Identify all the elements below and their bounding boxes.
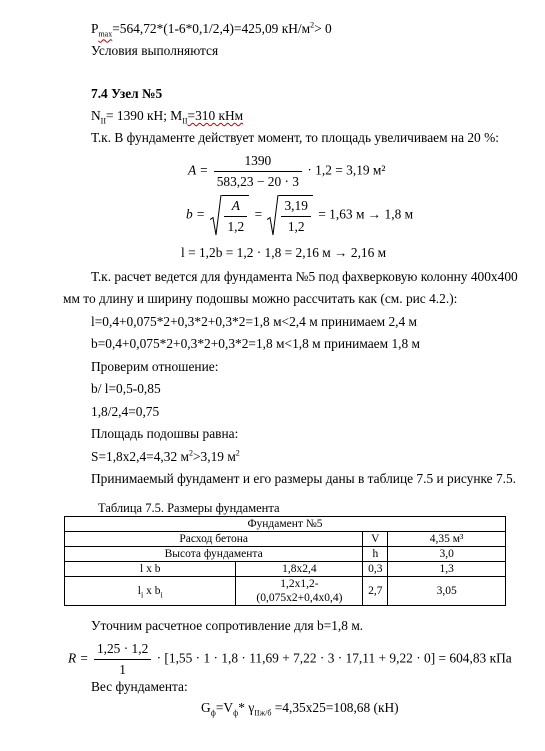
formula-r-rhs: · [1,55 · 1 · 1,8 · 11,69 + 7,22 · 3 · 17,11 + 9,22 · 0] = 604,83 кПа (156, 650, 512, 666)
formula-area-rhs: · 1,2 = 3,19 м² (307, 162, 386, 178)
w-a: G (201, 700, 211, 715)
table-cell (65, 577, 236, 606)
area-sup-1: 2 (188, 448, 193, 458)
table-cell: 3,0 (388, 547, 506, 562)
formula-resistance (68, 640, 512, 679)
p-symbol: P (91, 21, 99, 36)
table-row (65, 532, 506, 547)
area-line (91, 449, 240, 465)
sqrt-1 (210, 195, 249, 236)
radical-icon (267, 195, 279, 236)
w-sub-2: ф (233, 708, 239, 718)
table-row (65, 517, 506, 532)
w-sub-3: IIж/б (254, 708, 272, 718)
table-cell: 4,35 м³ (388, 532, 506, 547)
table-cell: Высота фундамента (65, 547, 363, 562)
refine-note: Уточним расчетное сопротивление для b=1,8 м. (91, 618, 364, 633)
section-heading: 7.4 Узел №5 (91, 86, 163, 101)
accept-note: Принимаемый фундамент и его размеры даны в таблице 7.5 и рисунке 7.5. (91, 471, 517, 486)
m-sub: II (182, 116, 188, 126)
table-cell: V (363, 532, 388, 547)
table-row (65, 547, 506, 562)
p-end: > 0 (314, 21, 332, 36)
formula-width-eq: = (254, 206, 263, 222)
m-value: =310 кНм (187, 108, 244, 123)
moment-note: Т.к. В фундаменте действует момент, то площадь увеличиваем на 20 %: (91, 130, 499, 145)
n-symbol: N (91, 108, 101, 123)
calc-note-2-text: мм то длину и ширину подошвы можно рассчитать как (см. рис 4.2.): (63, 291, 458, 306)
formula-r-num: 1,25 · 1,2 (94, 640, 151, 660)
table-cell: Расход бетона (65, 532, 363, 547)
table-cell: 0,3 (363, 562, 388, 577)
formula-r-den: 1 (119, 662, 126, 677)
table-row (65, 577, 506, 606)
w-sub-1: ф (210, 708, 216, 718)
table-cell: 1,8х2,4 (236, 562, 363, 577)
weight-line (201, 700, 399, 716)
sqrt-1-num: A (224, 197, 247, 217)
table-cell: 1,3 (388, 562, 506, 577)
conditions-met: Условия выполняются (91, 43, 219, 58)
formula-r-lhs: R = (68, 650, 89, 666)
formula-area-fraction (214, 152, 302, 191)
length-calc: l=0,4+0,075*2+0,3*2+0,3*2=1,8 м<2,4 м принимаем 2,4 м (91, 314, 418, 329)
area-a: S=1,8х2,4=4,32 м (91, 449, 189, 464)
p-sub: max (98, 29, 113, 39)
formula-area-lhs: A = (188, 162, 209, 178)
calc-note-2 (63, 291, 457, 307)
table-caption: Таблица 7.5. Размеры фундамента (98, 501, 280, 515)
foundation-table (64, 516, 506, 606)
formula-r-fraction (94, 640, 151, 679)
cell-sub: i (160, 590, 163, 600)
pressure-check-line (91, 21, 332, 37)
table-cell: l x b (65, 562, 236, 577)
formula-width-lhs: b = (186, 206, 206, 222)
width-calc: b=0,4+0,075*2+0,3*2+0,3*2=1,8 м<1,8 м принимаем 1,8 м (91, 336, 420, 351)
weight-title: Вес фундамента: (91, 679, 188, 694)
ratio-range: b/ l=0,5-0,85 (91, 381, 161, 396)
w-d: =4,35х25=108,68 (кН) (271, 700, 399, 715)
p-sup: 2 (310, 20, 315, 30)
formula-area-num: 1390 (214, 152, 302, 172)
sqrt-2 (267, 195, 312, 236)
table-title: Фундамент №5 (65, 517, 506, 532)
calc-note-1: Т.к. расчет ведется для фундамента №5 под фахверковую колонну 400х400 (91, 269, 518, 284)
n-sub: II (100, 116, 106, 126)
loads-line (91, 108, 243, 124)
table-cell: 3,05 (388, 577, 506, 606)
formula-area (188, 152, 385, 191)
w-b: =V (215, 700, 234, 715)
cell-sub: i (140, 590, 144, 600)
sqrt-1-den: 1,2 (227, 219, 245, 234)
table-row (65, 562, 506, 577)
ratio-value: 1,8/2,4=0,75 (91, 404, 160, 419)
table-cell: 2,7 (363, 577, 388, 606)
formula-area-den: 583,23 − 20 · 3 (216, 174, 299, 189)
radical-icon (210, 195, 222, 236)
n-value: = 1390 кН; M (106, 108, 183, 123)
w-c: * γ (238, 700, 255, 715)
check-ratio-title: Проверим отношение: (91, 359, 219, 374)
formula-length: l = 1,2b = 1,2 · 1,8 = 2,16 м → 2,16 м (181, 245, 387, 260)
table-cell: h (363, 547, 388, 562)
sqrt-2-den: 1,2 (287, 219, 305, 234)
cell-part: l (137, 585, 141, 597)
p-expr: =564,72*(1-6*0,1/2,4)=425,09 кН/м (112, 21, 311, 36)
area-sup-2: 2 (235, 448, 240, 458)
area-b: >3,19 м (192, 449, 236, 464)
cell-part: x b (143, 585, 161, 597)
formula-width (186, 195, 413, 236)
table-cell: 1,2х1,2-(0,075х2+0,4х0,4) (236, 577, 363, 606)
formula-width-rhs: = 1,63 м → 1,8 м (318, 206, 414, 222)
sqrt-2-num: 3,19 (281, 197, 310, 217)
area-title: Площадь подошвы равна: (91, 426, 239, 441)
